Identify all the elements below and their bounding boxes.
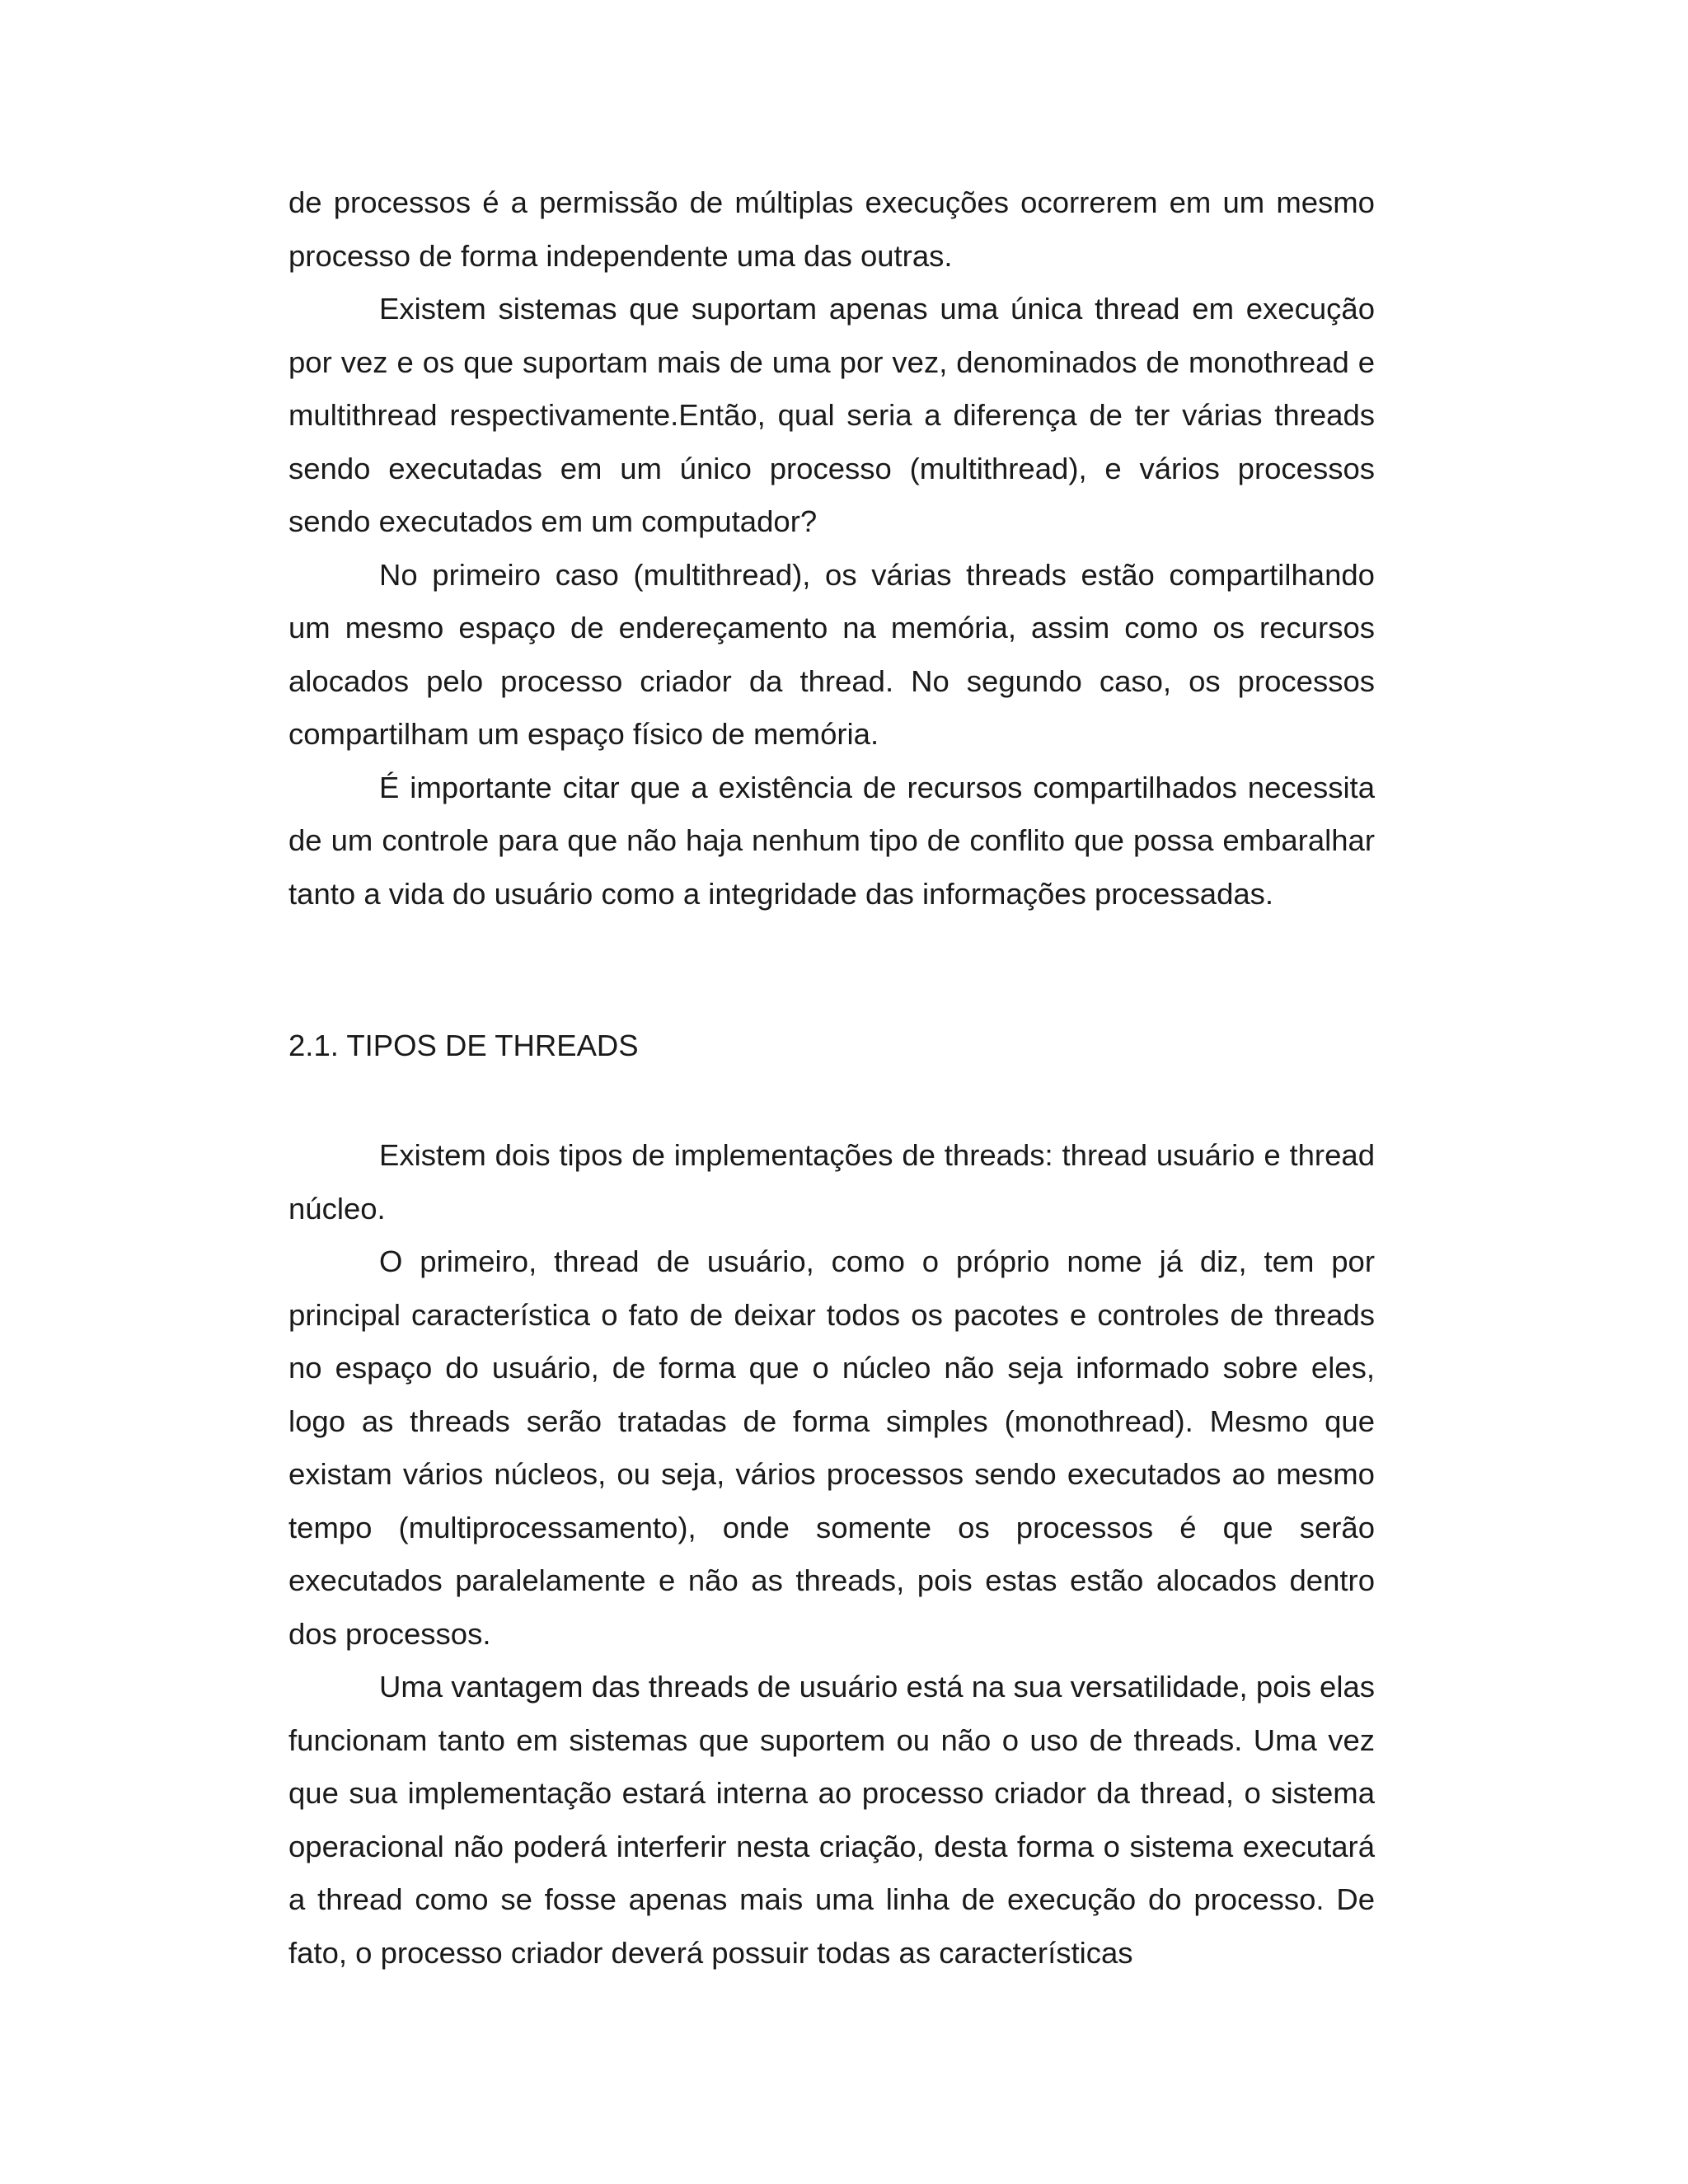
body-text-bottom bbox=[288, 1129, 1375, 1980]
paragraph-user-thread: O primeiro, thread de usuário, como o próprio nome já diz, tem por principal característica o fato de deixar todos os pacotes e controles de threads no espaço do usuário, de forma que o núcleo não seja informado sobre eles, logo as threads serão tratadas de forma simples (monothread). Mesmo que existam vários núcleos, ou seja, vários processos sendo executados ao mesmo tempo (multiprocessamento), onde somente os processos é que serão executados paralelamente e não as threads, pois estas estão alocados dentro dos processos. bbox=[288, 1244, 1375, 1651]
paragraph-monothread-multithread: Existem sistemas que suportam apenas uma única thread em execução por vez e os que suportam mais de uma por vez, denominados de monothread e multithread respectivamente.Então, qual seria a diferença de ter várias threads sendo executadas em um único processo (multithread), e vários processos sendo executados em um computador? bbox=[288, 292, 1375, 538]
paragraph-continuation: de processos é a permissão de múltiplas execuções ocorrerem em um mesmo processo de forma independente uma das outras. bbox=[288, 185, 1375, 273]
paragraph-first-case: No primeiro caso (multithread), os várias threads estão compartilhando um mesmo espaço de endereçamento na memória, assim como os recursos alocados pelo processo criador da thread. No segundo caso, os processos compartilham um espaço físico de memória. bbox=[288, 557, 1375, 751]
paragraph-user-thread-advantage: Uma vantagem das threads de usuário está na sua versatilidade, pois elas funcionam tanto em sistemas que suportem ou não o uso de threads. Uma vez que sua implementação estará interna ao processo criador da thread, o sistema operacional não poderá interferir nesta criação, desta forma o sistema executará a thread como se fosse apenas mais uma linha de execução do processo. De fato, o processo criador deverá possuir todas as características bbox=[288, 1670, 1375, 1970]
body-text-top bbox=[288, 176, 1375, 921]
paragraph-shared-resources: É importante citar que a existência de recursos compartilhados necessita de um controle para que não haja nenhum tipo de conflito que possa embaralhar tanto a vida do usuário como a integridade das informações processadas. bbox=[288, 770, 1375, 911]
paragraph-thread-types: Existem dois tipos de implementações de threads: thread usuário e thread núcleo. bbox=[288, 1138, 1375, 1226]
section-heading: 2.1. TIPOS DE THREADS bbox=[288, 1029, 639, 1062]
